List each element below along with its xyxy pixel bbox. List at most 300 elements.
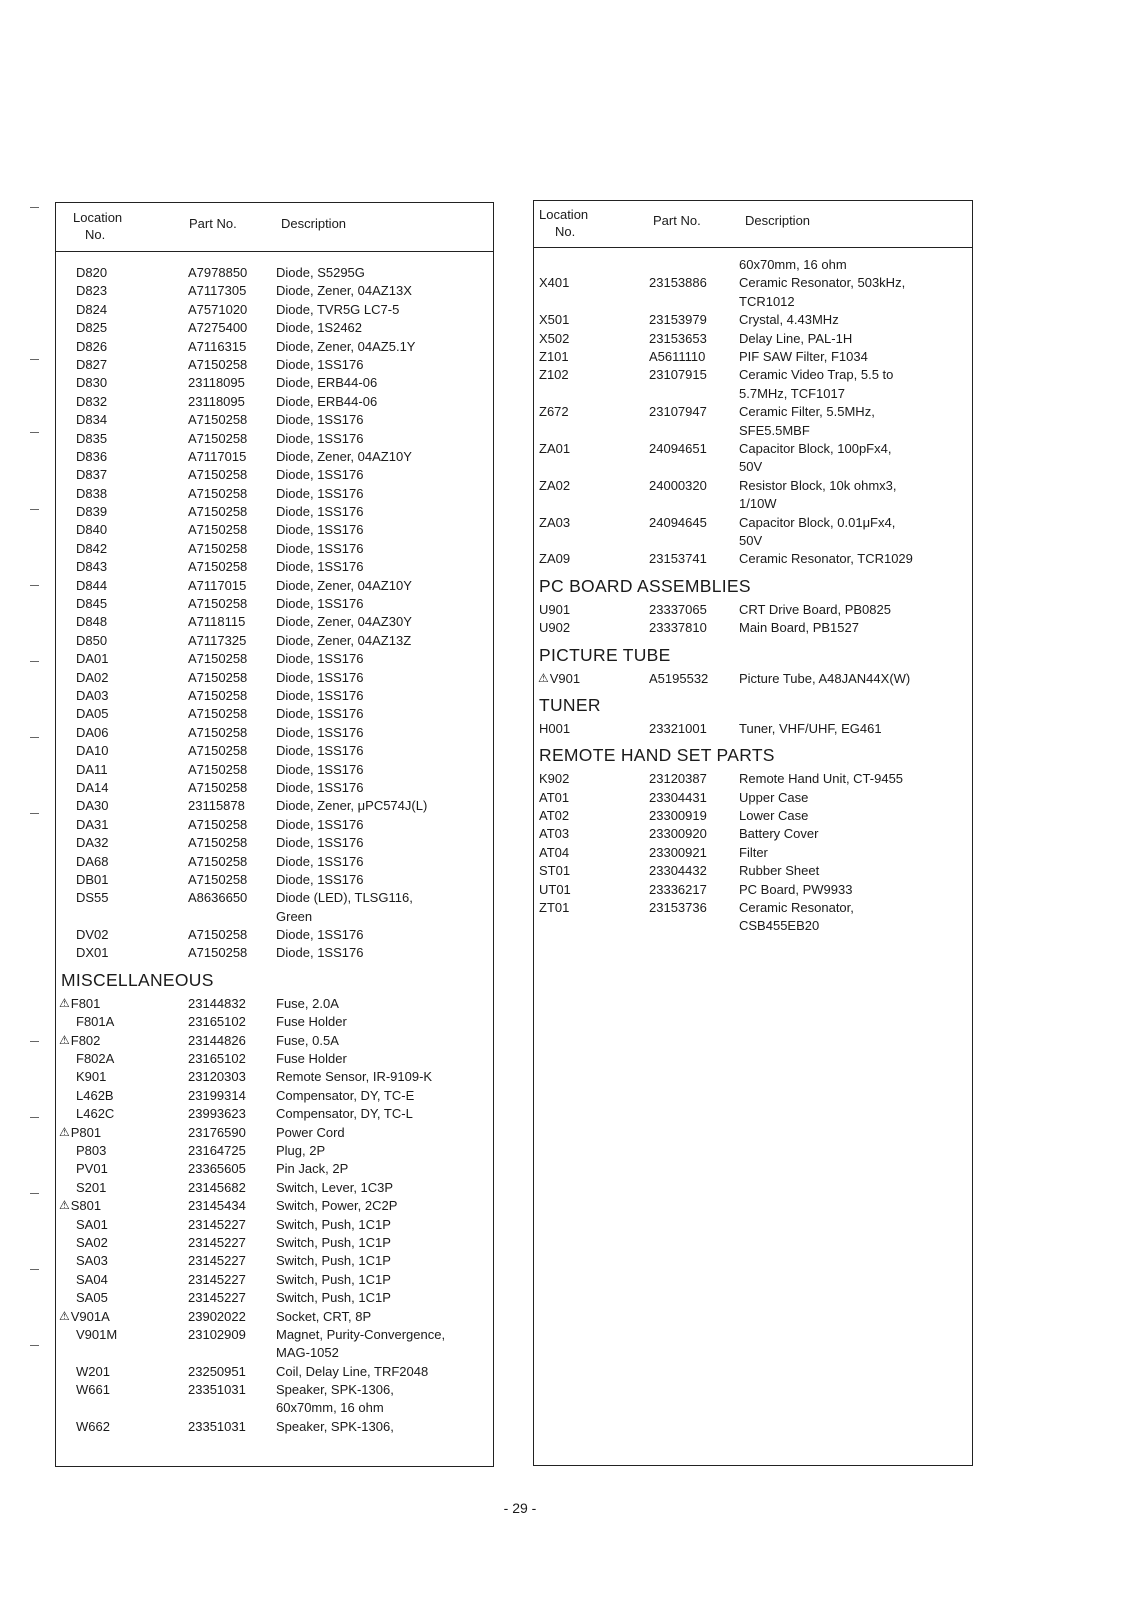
- description: [739, 789, 808, 807]
- location-no: F802A: [76, 1051, 115, 1067]
- table-row: [534, 862, 972, 880]
- description: [276, 1326, 445, 1363]
- table-row: [56, 797, 493, 815]
- location-no: ZA01: [539, 440, 571, 456]
- table-row: [56, 282, 493, 300]
- part-no: A7150258: [188, 559, 248, 575]
- table-row: [56, 1032, 493, 1050]
- location-no: P803: [76, 1142, 107, 1158]
- part-no: 23337810: [649, 620, 707, 636]
- safety-warning-icon: ⚠: [59, 1308, 70, 1323]
- location-no: DA05: [76, 706, 109, 722]
- part-no: A7150258: [188, 761, 248, 777]
- part-no: A7150258: [188, 412, 248, 428]
- location-no: PV01: [76, 1161, 108, 1177]
- description-line: Diode, 1SS176: [276, 522, 364, 538]
- table-row: [56, 1160, 493, 1178]
- description-line: Diode, 1SS176: [276, 743, 364, 759]
- part-no: A7150258: [188, 522, 248, 538]
- part-no: A7150258: [188, 540, 248, 556]
- part-no: 23321001: [649, 720, 707, 736]
- part-no: 23337065: [649, 601, 707, 617]
- description-line: MAG-1052: [276, 1345, 339, 1361]
- description: [276, 393, 377, 411]
- description-line: Magnet, Purity-Convergence,: [276, 1326, 446, 1342]
- table-row: [534, 440, 972, 477]
- table-row: [56, 264, 493, 282]
- location-no: DS55: [76, 890, 109, 906]
- description-line: Ceramic Resonator, 503kHz,: [739, 275, 906, 291]
- description: [276, 485, 363, 503]
- description: [276, 1013, 347, 1031]
- part-no: A7571020: [188, 301, 248, 317]
- location-no: L462C: [76, 1106, 115, 1122]
- description-line: Diode (LED), TLSG116,: [276, 890, 413, 906]
- part-no: 23118095: [188, 393, 245, 409]
- description: [276, 1160, 348, 1178]
- description-line: Green: [276, 908, 313, 924]
- table-row: [56, 705, 493, 723]
- part-no: 23145227: [188, 1290, 246, 1306]
- location-no: DA30: [76, 798, 109, 814]
- description: [276, 1197, 397, 1215]
- location-no: S801: [70, 1198, 102, 1214]
- description: [739, 440, 891, 477]
- description: [276, 319, 362, 337]
- description: [276, 1308, 371, 1326]
- description: [276, 1289, 391, 1307]
- table-row: [56, 1013, 493, 1031]
- location-no: D843: [76, 559, 108, 575]
- table-header: [56, 203, 493, 252]
- part-no: A7117015: [188, 577, 247, 593]
- part-no: A7116315: [188, 338, 247, 354]
- description-line: Diode, 1SS176: [276, 485, 364, 501]
- description-line: Diode, Zener, 04AZ5.1Y: [276, 338, 416, 354]
- description-line: Lower Case: [739, 808, 809, 824]
- description: [276, 338, 415, 356]
- description-line: Compensator, DY, TC-E: [276, 1087, 415, 1103]
- part-no: 23145227: [188, 1234, 246, 1250]
- location-no: U902: [539, 620, 571, 636]
- description: [739, 274, 905, 311]
- part-no: A7117015: [188, 448, 247, 464]
- location-no: V901: [549, 670, 581, 686]
- part-no: 23120303: [188, 1069, 246, 1085]
- part-no: 24000320: [649, 477, 707, 493]
- description: [276, 356, 363, 374]
- description-line: Tuner, VHF/UHF, EG461: [739, 720, 882, 736]
- table-row: [534, 348, 972, 366]
- description: [276, 742, 363, 760]
- part-no: 23145434: [188, 1198, 246, 1214]
- table-row: [56, 430, 493, 448]
- table-row: [56, 1271, 493, 1289]
- table-row: [56, 1087, 493, 1105]
- location-no: DA68: [76, 853, 109, 869]
- table-row: [56, 1179, 493, 1197]
- description-line: Crystal, 4.43MHz: [739, 312, 839, 328]
- page-number: - 29 -: [503, 1500, 537, 1516]
- location-no: SA02: [76, 1234, 108, 1250]
- description-line: Fuse Holder: [276, 1051, 347, 1067]
- location-no: ZT01: [539, 900, 570, 916]
- description-line: Ceramic Video Trap, 5.5 to: [739, 367, 894, 383]
- description-line: Diode, TVR5G LC7-5: [276, 301, 400, 317]
- description-line: Capacitor Block, 100pFx4,: [739, 440, 892, 456]
- location-no: F801A: [76, 1014, 115, 1030]
- description-line: Ceramic Filter, 5.5MHz,: [739, 404, 875, 420]
- description-line: SFE5.5MBF: [739, 422, 810, 438]
- description: [276, 1216, 391, 1234]
- description: [276, 1381, 394, 1418]
- description-line: Diode, 1SS176: [276, 430, 364, 446]
- description-line: Plug, 2P: [276, 1142, 326, 1158]
- description: [276, 1271, 391, 1289]
- location-no: UT01: [539, 881, 571, 897]
- description-line: Diode, 1SS176: [276, 945, 364, 961]
- part-no: 24094645: [649, 514, 707, 530]
- table-row: [534, 789, 972, 807]
- location-no: ZA09: [539, 551, 571, 567]
- description-line: Fuse, 0.5A: [276, 1032, 339, 1048]
- table-row: [56, 411, 493, 429]
- part-no: 23365605: [188, 1161, 246, 1177]
- location-no: ST01: [539, 863, 571, 879]
- description: [739, 770, 903, 788]
- table-row: [56, 1050, 493, 1068]
- part-no: 23164725: [188, 1142, 246, 1158]
- table-row: [56, 448, 493, 466]
- location-no: D836: [76, 448, 108, 464]
- location-no: DA01: [76, 651, 109, 667]
- table-row: [56, 466, 493, 484]
- location-no: Z672: [539, 404, 569, 420]
- location-no: F802: [70, 1032, 101, 1048]
- description-line: Speaker, SPK-1306,: [276, 1418, 394, 1434]
- table-row: [534, 844, 972, 862]
- description: [739, 601, 891, 619]
- description-line: Diode, 1S2462: [276, 320, 363, 336]
- part-no: A7150258: [188, 596, 248, 612]
- location-no: X401: [539, 275, 570, 291]
- table-row: [56, 1142, 493, 1160]
- description-line: 60x70mm, 16 ohm: [739, 257, 847, 272]
- part-no: 23300919: [649, 808, 707, 824]
- table-row: [56, 1308, 493, 1326]
- location-no: S201: [76, 1179, 107, 1195]
- description-line: Resistor Block, 10k ohmx3,: [739, 477, 897, 493]
- part-no: 23165102: [188, 1051, 246, 1067]
- part-no-header: Part No.: [653, 213, 701, 228]
- description-line: Diode, 1SS176: [276, 761, 364, 777]
- description-line: Diode, 1SS176: [276, 871, 364, 887]
- location-no: D842: [76, 540, 108, 556]
- description-line: Rubber Sheet: [739, 863, 820, 879]
- location-no: DA14: [76, 779, 109, 795]
- part-no: 23153653: [649, 330, 707, 346]
- table-row: [534, 366, 972, 403]
- safety-warning-icon: ⚠: [59, 995, 70, 1010]
- description: [276, 558, 363, 576]
- location-no: L462B: [76, 1087, 114, 1103]
- description-line: Switch, Push, 1C1P: [276, 1216, 391, 1232]
- part-no: A5611110: [649, 348, 706, 364]
- location-no: SA04: [76, 1271, 108, 1287]
- table-row: [56, 485, 493, 503]
- part-no: A7118115: [188, 614, 246, 630]
- part-no: A7150258: [188, 430, 248, 446]
- description: [739, 477, 897, 514]
- table-row: [56, 871, 493, 889]
- location-no: U901: [539, 601, 571, 617]
- part-no: 23145227: [188, 1271, 246, 1287]
- description-line: Capacitor Block, 0.01μFx4,: [739, 514, 896, 530]
- table-row: [56, 319, 493, 337]
- table-row: [534, 477, 972, 514]
- part-no: 23107947: [649, 404, 707, 420]
- description-line: Coil, Delay Line, TRF2048: [276, 1363, 429, 1379]
- table-row: [534, 899, 972, 936]
- description-line: Diode, S5295G: [276, 265, 365, 280]
- description-line: Diode, ERB44-06: [276, 375, 378, 391]
- location-no: D826: [76, 338, 108, 354]
- description: [739, 807, 808, 825]
- location-no-header: No.: [555, 224, 576, 239]
- location-no: D830: [76, 375, 108, 391]
- table-row: [534, 807, 972, 825]
- part-no: A7150258: [188, 724, 248, 740]
- table-row: [534, 311, 972, 329]
- part-no: 23118095: [188, 375, 245, 391]
- location-no: D840: [76, 522, 108, 538]
- description: [739, 256, 847, 274]
- description: [739, 825, 818, 843]
- table-row: [56, 926, 493, 944]
- table-row: [56, 632, 493, 650]
- location-no-header: No.: [85, 227, 106, 242]
- description-line: Diode, 1SS176: [276, 706, 364, 722]
- description: [739, 550, 913, 568]
- part-no: A7117325: [188, 632, 247, 648]
- location-no: D832: [76, 393, 108, 409]
- location-no: V901M: [76, 1326, 118, 1342]
- description-line: 5.7MHz, TCF1017: [739, 385, 845, 401]
- table-row: [56, 1234, 493, 1252]
- description: [739, 844, 768, 862]
- table-row: [56, 595, 493, 613]
- table-row: [534, 403, 972, 440]
- safety-warning-icon: ⚠: [538, 670, 549, 685]
- description-line: Switch, Push, 1C1P: [276, 1253, 391, 1269]
- location-no: W661: [76, 1382, 110, 1398]
- description-line: Diode, 1SS176: [276, 540, 364, 556]
- table-row: [56, 1326, 493, 1363]
- part-no: 23902022: [188, 1308, 246, 1324]
- location-no: D838: [76, 485, 108, 501]
- description-line: Diode, 1SS176: [276, 559, 364, 575]
- description: [276, 1234, 391, 1252]
- description-header: Description: [281, 216, 347, 231]
- part-no: A7150258: [188, 779, 248, 795]
- table-row: [534, 514, 972, 551]
- location-no: D844: [76, 577, 108, 593]
- description-line: PIF SAW Filter, F1034: [739, 348, 868, 364]
- description-line: Diode, Zener, 04AZ10Y: [276, 577, 412, 593]
- part-no: 23115878: [188, 798, 245, 814]
- description: [739, 348, 868, 366]
- part-no: A7150258: [188, 485, 248, 501]
- table-header: [534, 201, 972, 248]
- location-no: DB01: [76, 871, 109, 887]
- part-no: 23153741: [649, 551, 707, 567]
- description-line: Diode, 1SS176: [276, 853, 364, 869]
- description: [276, 632, 411, 650]
- description: [276, 1142, 325, 1160]
- location-no: AT04: [539, 844, 570, 860]
- description-line: Ceramic Resonator,: [739, 900, 854, 916]
- description-line: Diode, 1SS176: [276, 835, 364, 851]
- description: [276, 1418, 394, 1436]
- section-heading: PICTURE TUBE: [539, 644, 671, 665]
- part-no: A7150258: [188, 504, 248, 520]
- description-line: 50V: [739, 532, 763, 548]
- table-row: [56, 742, 493, 760]
- description: [276, 779, 363, 797]
- description: [276, 448, 412, 466]
- location-no: D845: [76, 596, 108, 612]
- description-header: Description: [745, 213, 811, 228]
- part-no: A5195532: [649, 670, 709, 686]
- table-row: [56, 724, 493, 742]
- part-no: 23107915: [649, 367, 707, 383]
- part-no: 23120387: [649, 771, 707, 787]
- description-line: Diode, 1SS176: [276, 669, 364, 685]
- location-no: H001: [539, 720, 571, 736]
- description-line: Fuse Holder: [276, 1014, 347, 1030]
- safety-warning-icon: ⚠: [59, 1124, 70, 1139]
- table-row: [56, 577, 493, 595]
- description: [276, 1105, 413, 1123]
- part-no-header: Part No.: [189, 216, 237, 231]
- location-no: AT02: [539, 808, 570, 824]
- location-no: DV02: [76, 927, 109, 943]
- location-no: D839: [76, 504, 108, 520]
- description: [276, 705, 363, 723]
- description-line: Main Board, PB1527: [739, 620, 859, 636]
- section-heading: REMOTE HAND SET PARTS: [539, 745, 775, 766]
- location-no: F801: [70, 995, 101, 1011]
- description-line: 1/10W: [739, 496, 777, 512]
- description: [276, 995, 339, 1013]
- part-no: 23351031: [188, 1382, 246, 1398]
- location-no: X502: [539, 330, 570, 346]
- parts-list-left: [56, 252, 493, 1436]
- table-row: [56, 1124, 493, 1142]
- location-no: DX01: [76, 945, 109, 961]
- description: [276, 816, 363, 834]
- description: [276, 1068, 432, 1086]
- description-line: Diode, Zener, 04AZ13X: [276, 283, 412, 299]
- part-no: A7150258: [188, 853, 248, 869]
- description-line: Diode, Zener, 04AZ10Y: [276, 448, 412, 464]
- part-no: 23153736: [649, 900, 707, 916]
- location-no: DA10: [76, 743, 109, 759]
- part-no: A7150258: [188, 743, 248, 759]
- description: [276, 797, 427, 815]
- table-row: [56, 1216, 493, 1234]
- description-line: Diode, 1SS176: [276, 504, 364, 520]
- description: [276, 889, 413, 926]
- parts-table-left: [55, 202, 494, 1467]
- description-line: Diode, 1SS176: [276, 724, 364, 740]
- description: [739, 670, 910, 688]
- description-line: Switch, Push, 1C1P: [276, 1234, 391, 1250]
- description: [276, 411, 363, 429]
- table-row: [56, 1381, 493, 1418]
- part-no: 23153886: [649, 275, 707, 291]
- description-line: Socket, CRT, 8P: [276, 1308, 372, 1324]
- part-no: 23199314: [188, 1087, 246, 1103]
- location-no: K902: [539, 771, 570, 787]
- table-row: [56, 650, 493, 668]
- section-heading: MISCELLANEOUS: [61, 969, 214, 990]
- location-no: W662: [76, 1418, 110, 1434]
- description: [276, 761, 363, 779]
- table-row: [56, 613, 493, 631]
- parts-list-right: [534, 248, 972, 936]
- table-row: [534, 720, 972, 738]
- location-no: AT01: [539, 789, 570, 805]
- description-line: Diode, 1SS176: [276, 467, 364, 483]
- table-row: [56, 338, 493, 356]
- location-no: D823: [76, 283, 108, 299]
- description: [276, 595, 363, 613]
- description: [739, 720, 882, 738]
- part-no: 23145227: [188, 1253, 246, 1269]
- description: [739, 899, 854, 936]
- description-line: Diode, 1SS176: [276, 927, 364, 943]
- table-row: [56, 816, 493, 834]
- description: [276, 1252, 391, 1270]
- part-no: A7150258: [188, 927, 248, 943]
- location-no: D850: [76, 632, 108, 648]
- location-no: DA11: [76, 761, 108, 777]
- description: [276, 264, 365, 282]
- part-no: A8636650: [188, 890, 248, 906]
- part-no: 23304432: [649, 863, 707, 879]
- description: [276, 301, 399, 319]
- description-line: Diode, 1SS176: [276, 412, 364, 428]
- description: [276, 374, 377, 392]
- description-line: Diode, Zener, 04AZ13Z: [276, 632, 412, 648]
- description-line: PC Board, PW9933: [739, 881, 853, 897]
- description-line: Diode, 1SS176: [276, 356, 364, 372]
- part-no: 23250951: [188, 1363, 246, 1379]
- description-line: Diode, Zener, μPC574J(L): [276, 798, 428, 814]
- description-line: Power Cord: [276, 1124, 345, 1140]
- safety-warning-icon: ⚠: [59, 1198, 70, 1213]
- part-no: A7150258: [188, 467, 248, 483]
- description: [739, 311, 839, 329]
- description: [276, 834, 363, 852]
- table-row: [56, 1289, 493, 1307]
- part-no: 23304431: [649, 789, 707, 805]
- description: [276, 1363, 428, 1381]
- part-no: A7150258: [188, 835, 248, 851]
- location-no: SA01: [76, 1216, 108, 1232]
- location-no: SA05: [76, 1290, 108, 1306]
